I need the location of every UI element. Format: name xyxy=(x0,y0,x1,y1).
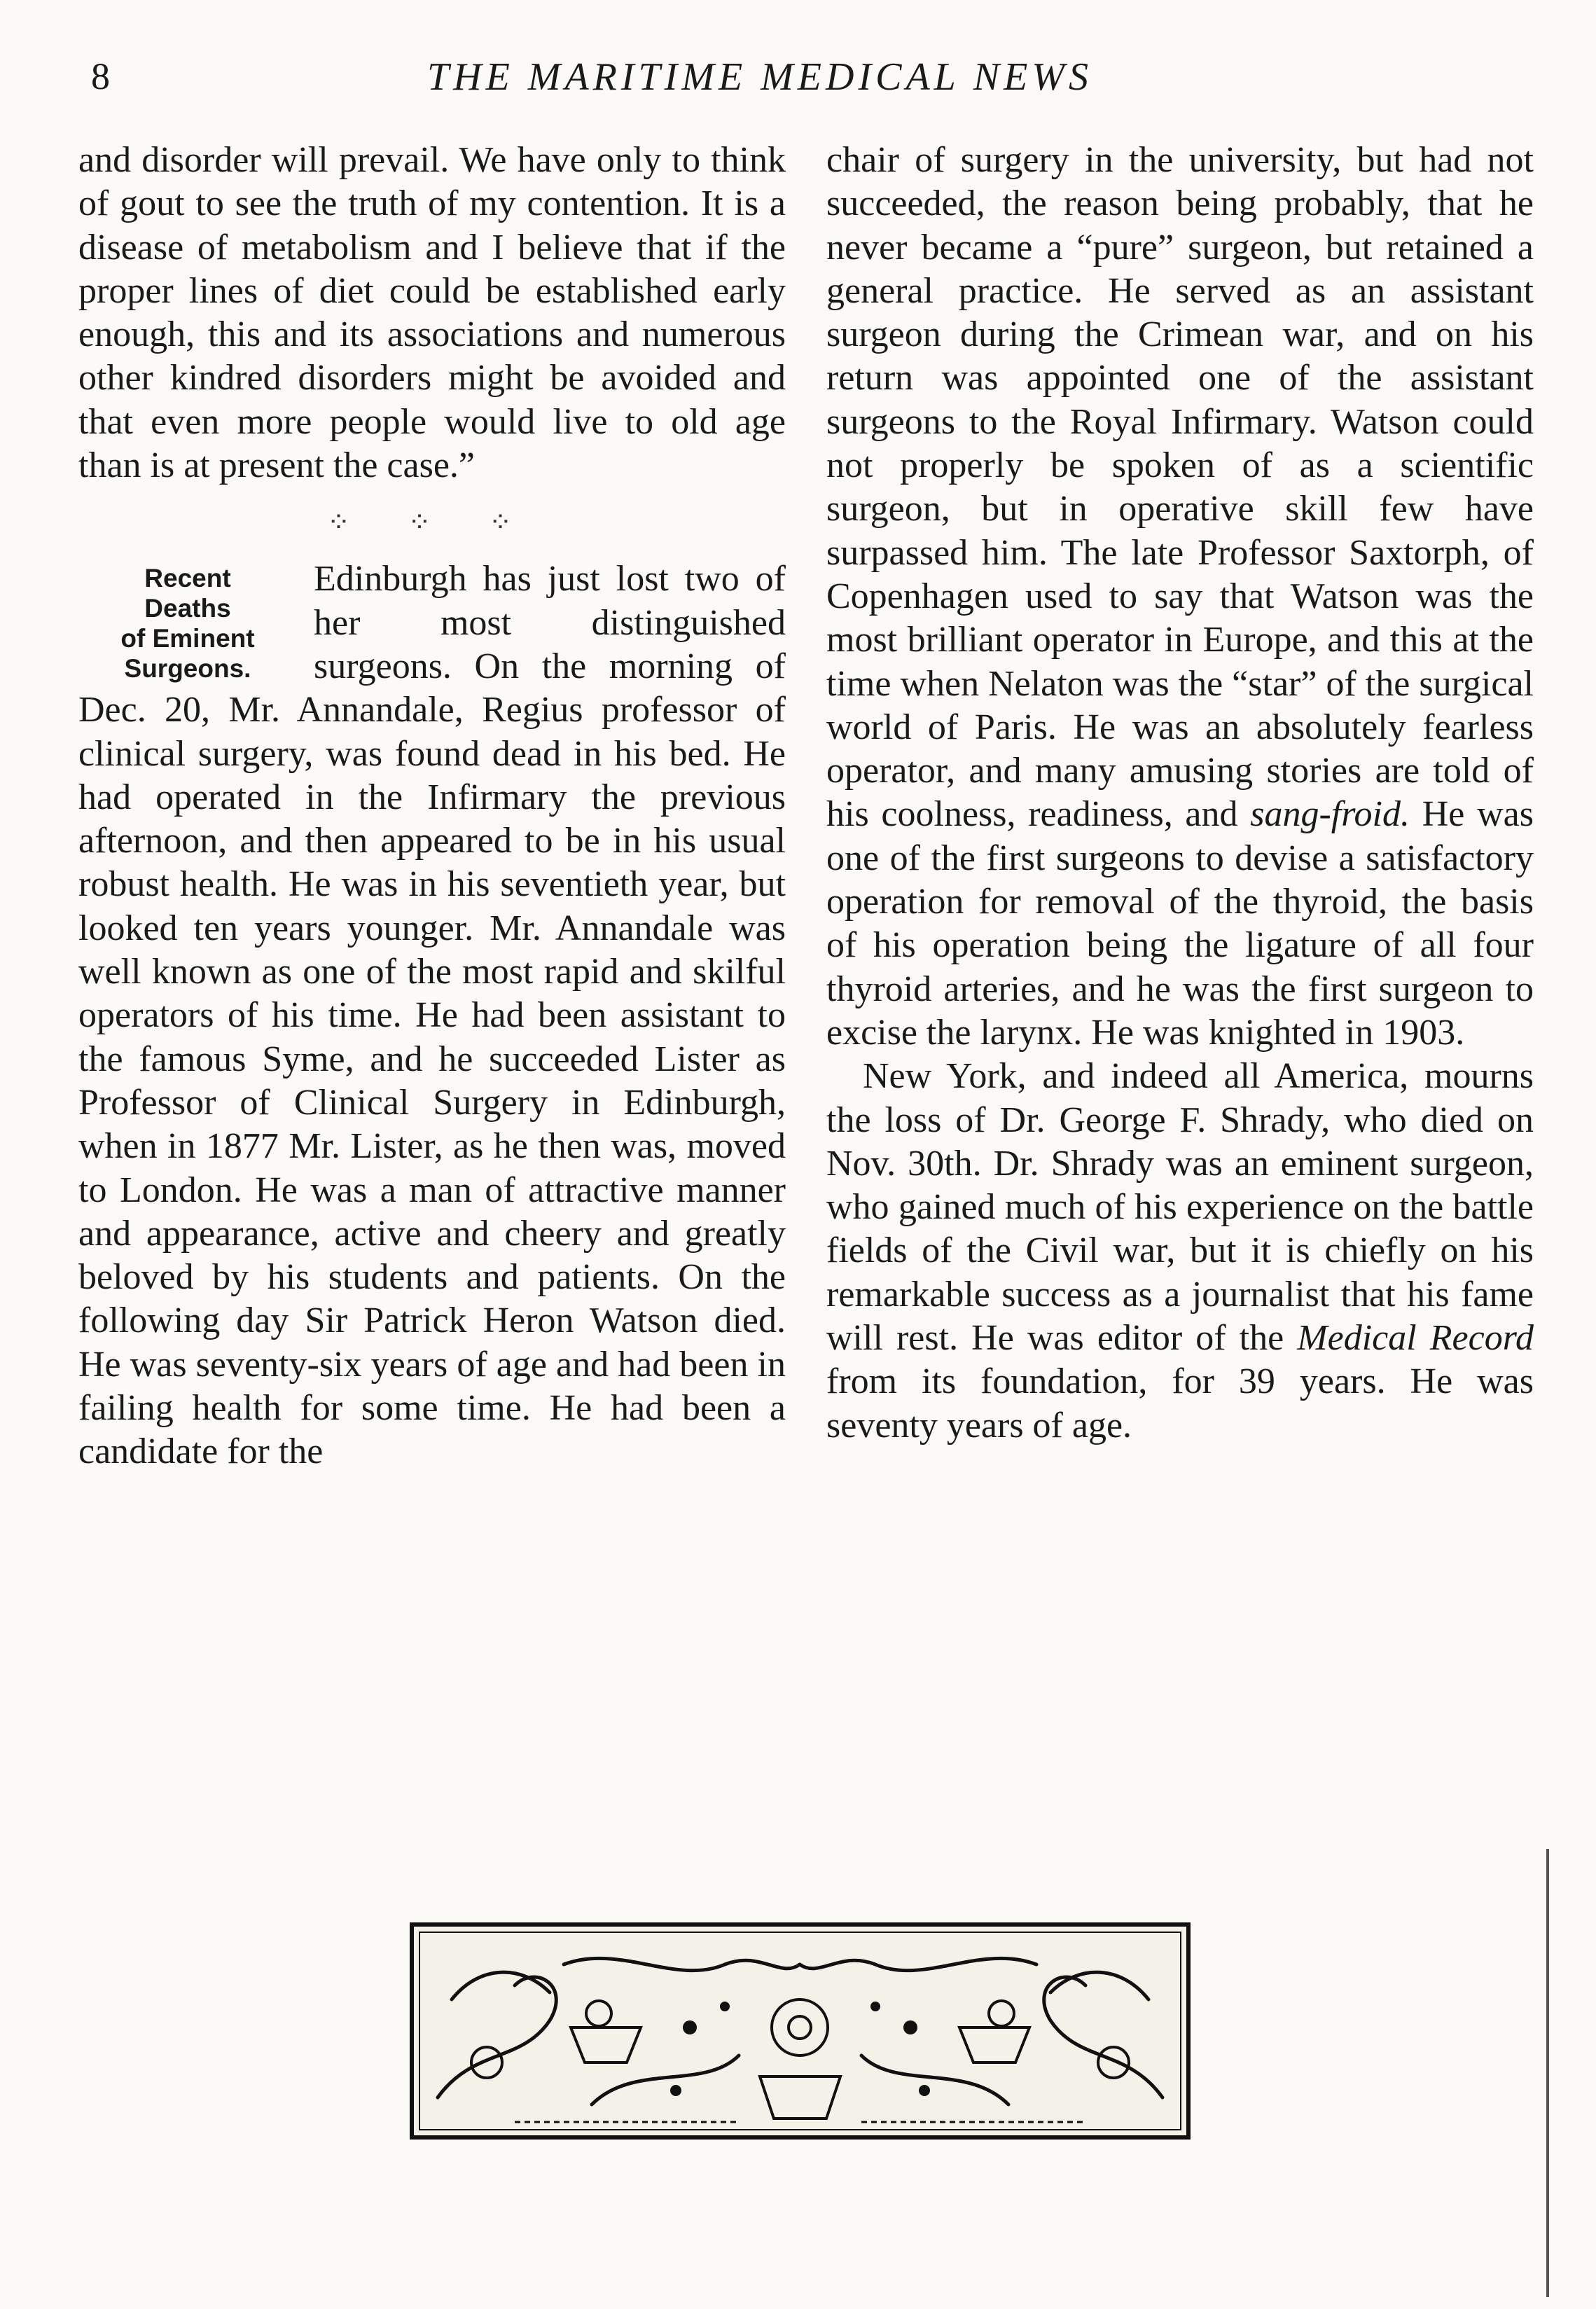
watson-paragraph xyxy=(826,139,1534,1055)
section-separator: ⁘ ⁘ ⁘ xyxy=(326,506,538,539)
watson-text-start: chair of surgery in the university, but had not succeeded, the reason being probably, that he never became a “pure” surgeon, but retained a general practice. He served as an assistant surgeon during the Crimean war, and on his return was appointed one of the assistant surgeons to the Royal Infirmary. Watson could not properly be spoken of as a scientific surgeon, but in operative skill few have surpassed him. The late Professor Saxtorph, of Copenhagen used to say that Watson was the most brilliant operator in Europe, and this at the time when Nelaton was the “star” of the surgical world of Paris. He was an absolutely fearless operator, and many amusing stories are told of his coolness, readiness, and xyxy=(826,140,1534,835)
article-paragraph-deaths: Edinburgh has just lost two of her most distinguished surgeons. On the morning of Dec. 20, Mr. Annandale, Regius professor of clinical surgery, was found dead in his bed. He had operated in the Infirmary the previous afternoon, and then appeared to be in his usual robust health. He was in his seventieth year, but looked ten years younger. Mr. Annandale was well known as one of the most rapid and skilful operators of his time. He had been assistant to the famous Syme, and he succeeded Lister as Professor of Clinical Surgery in Edinburgh, when in 1877 Mr. Lister, as he then was, moved to London. He was a man of attractive manner and appearance, active and cheery and greatly beloved by his students and patients. On the following day Sir Patrick Heron Watson died. He was seventy-six years of age and had been in failing health for some time. He had been a candidate for the xyxy=(78,559,786,1472)
journal-title: Medical Record xyxy=(1297,1318,1534,1359)
binding-edge-mark xyxy=(1546,1849,1549,2297)
running-title: THE MARITIME MEDICAL NEWS xyxy=(427,55,1092,99)
left-column xyxy=(78,139,786,1474)
ornamental-scroll-vignette-icon xyxy=(410,1922,1191,2140)
right-column xyxy=(826,139,1534,1448)
side-heading-line: of Eminent xyxy=(120,624,255,653)
watson-text-end: He was one of the first surgeons to devise a satisfactory operation for removal of the thyroid, the basis of his operation being the ligature of all four thyroid arteries, and he was the first surgeon to excise the larynx. He was knighted in 1903. xyxy=(826,794,1534,1053)
side-heading-line: Recent xyxy=(144,564,231,593)
shrady-paragraph xyxy=(826,1055,1534,1448)
side-heading-line: Surgeons. xyxy=(124,654,251,684)
page-header xyxy=(91,55,1499,118)
side-heading-line: Deaths xyxy=(144,594,231,623)
continued-paragraph: and disorder will prevail. We have only to think of gout to see the truth of my contention. It is a disease of metabolism and I believe that if the proper lines of diet could be established early enough, this and its associations and numerous other kindred disorders might be avoided and that even more people would live to old age than is at present the case.” xyxy=(78,140,786,486)
side-heading xyxy=(78,563,297,684)
shrady-text-end: from its foundation, for 39 years. He was seventy years of age. xyxy=(826,1361,1534,1445)
italic-term: sang-froid. xyxy=(1250,794,1410,835)
page-number: 8 xyxy=(91,55,110,97)
shrady-text-start: New York, and indeed all America, mourns the loss of Dr. George F. Shrady, who died on Nov. 30th. Dr. Shrady was an eminent surgeon, who gained much of his experience on the battle fields of the Civil war, but it is chiefly on his remarkable success as a journalist that his fame will rest. He was editor of the xyxy=(826,1056,1534,1359)
